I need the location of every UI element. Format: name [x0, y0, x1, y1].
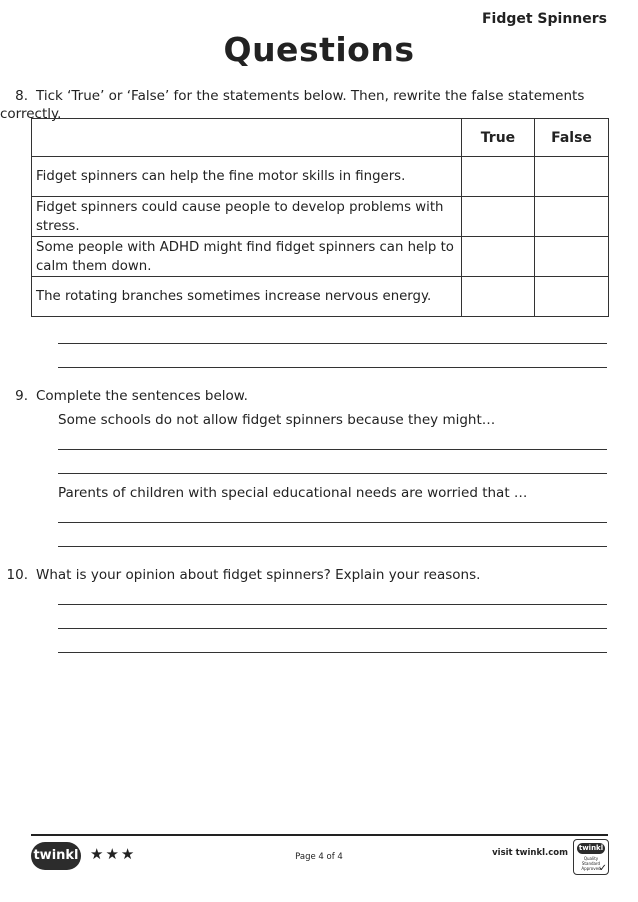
sentence-prompt-2: Parents of children with special educational needs are worried that … [58, 485, 528, 501]
table-row [32, 277, 609, 317]
false-checkbox[interactable] [535, 157, 609, 197]
true-checkbox[interactable] [462, 197, 535, 237]
question-10 [0, 566, 480, 584]
statement-header [32, 119, 462, 157]
true-checkbox[interactable] [462, 277, 535, 317]
page-title: Questions [223, 30, 415, 69]
table-row [32, 197, 609, 237]
badge-text: Quality Standard Approved [581, 856, 601, 871]
question-number: 9. [15, 388, 28, 404]
answer-line[interactable] [58, 343, 607, 344]
false-checkbox[interactable] [535, 277, 609, 317]
twinkl-logo: twinkl [31, 842, 81, 870]
document-title: Fidget Spinners [481, 11, 607, 27]
false-checkbox[interactable] [535, 197, 609, 237]
website-link[interactable]: visit twinkl.com [492, 848, 568, 858]
answer-line[interactable] [58, 367, 607, 368]
difficulty-stars-icon: ★★★ [90, 845, 137, 863]
quality-badge-icon [573, 839, 609, 875]
statement-cell: Fidget spinners could cause people to develop problems with stress. [32, 197, 462, 237]
answer-line[interactable] [58, 652, 607, 653]
question-text: Tick ‘True’ or ‘False’ for the statements below. Then, rewrite the false statements correctly. [0, 88, 585, 122]
answer-line[interactable] [58, 522, 607, 523]
footer-divider [31, 834, 608, 836]
statement-cell: Fidget spinners can help the fine motor skills in fingers. [32, 157, 462, 197]
table-row [32, 157, 609, 197]
answer-line[interactable] [58, 473, 607, 474]
question-text: Complete the sentences below. [36, 388, 248, 404]
statement-cell: The rotating branches sometimes increase nervous energy. [32, 277, 462, 317]
false-checkbox[interactable] [535, 237, 609, 277]
true-header: True [462, 119, 535, 157]
answer-line[interactable] [58, 449, 607, 450]
answer-line[interactable] [58, 604, 607, 605]
question-number: 10. [6, 567, 28, 583]
true-false-table [31, 118, 609, 317]
answer-line[interactable] [58, 546, 607, 547]
table-header-row [32, 119, 609, 157]
true-checkbox[interactable] [462, 157, 535, 197]
true-checkbox[interactable] [462, 237, 535, 277]
question-text: What is your opinion about fidget spinners? Explain your reasons. [36, 567, 481, 583]
question-9 [0, 387, 248, 405]
statement-cell: Some people with ADHD might find fidget spinners can help to calm them down. [32, 237, 462, 277]
checkmark-icon: ✓ [598, 863, 607, 874]
table-row [32, 237, 609, 277]
question-number: 8. [15, 88, 28, 104]
answer-line[interactable] [58, 628, 607, 629]
page-number: Page 4 of 4 [295, 852, 343, 862]
false-header: False [535, 119, 609, 157]
sentence-prompt-1: Some schools do not allow fidget spinners because they might… [58, 412, 496, 428]
badge-logo: twinkl [578, 844, 604, 852]
